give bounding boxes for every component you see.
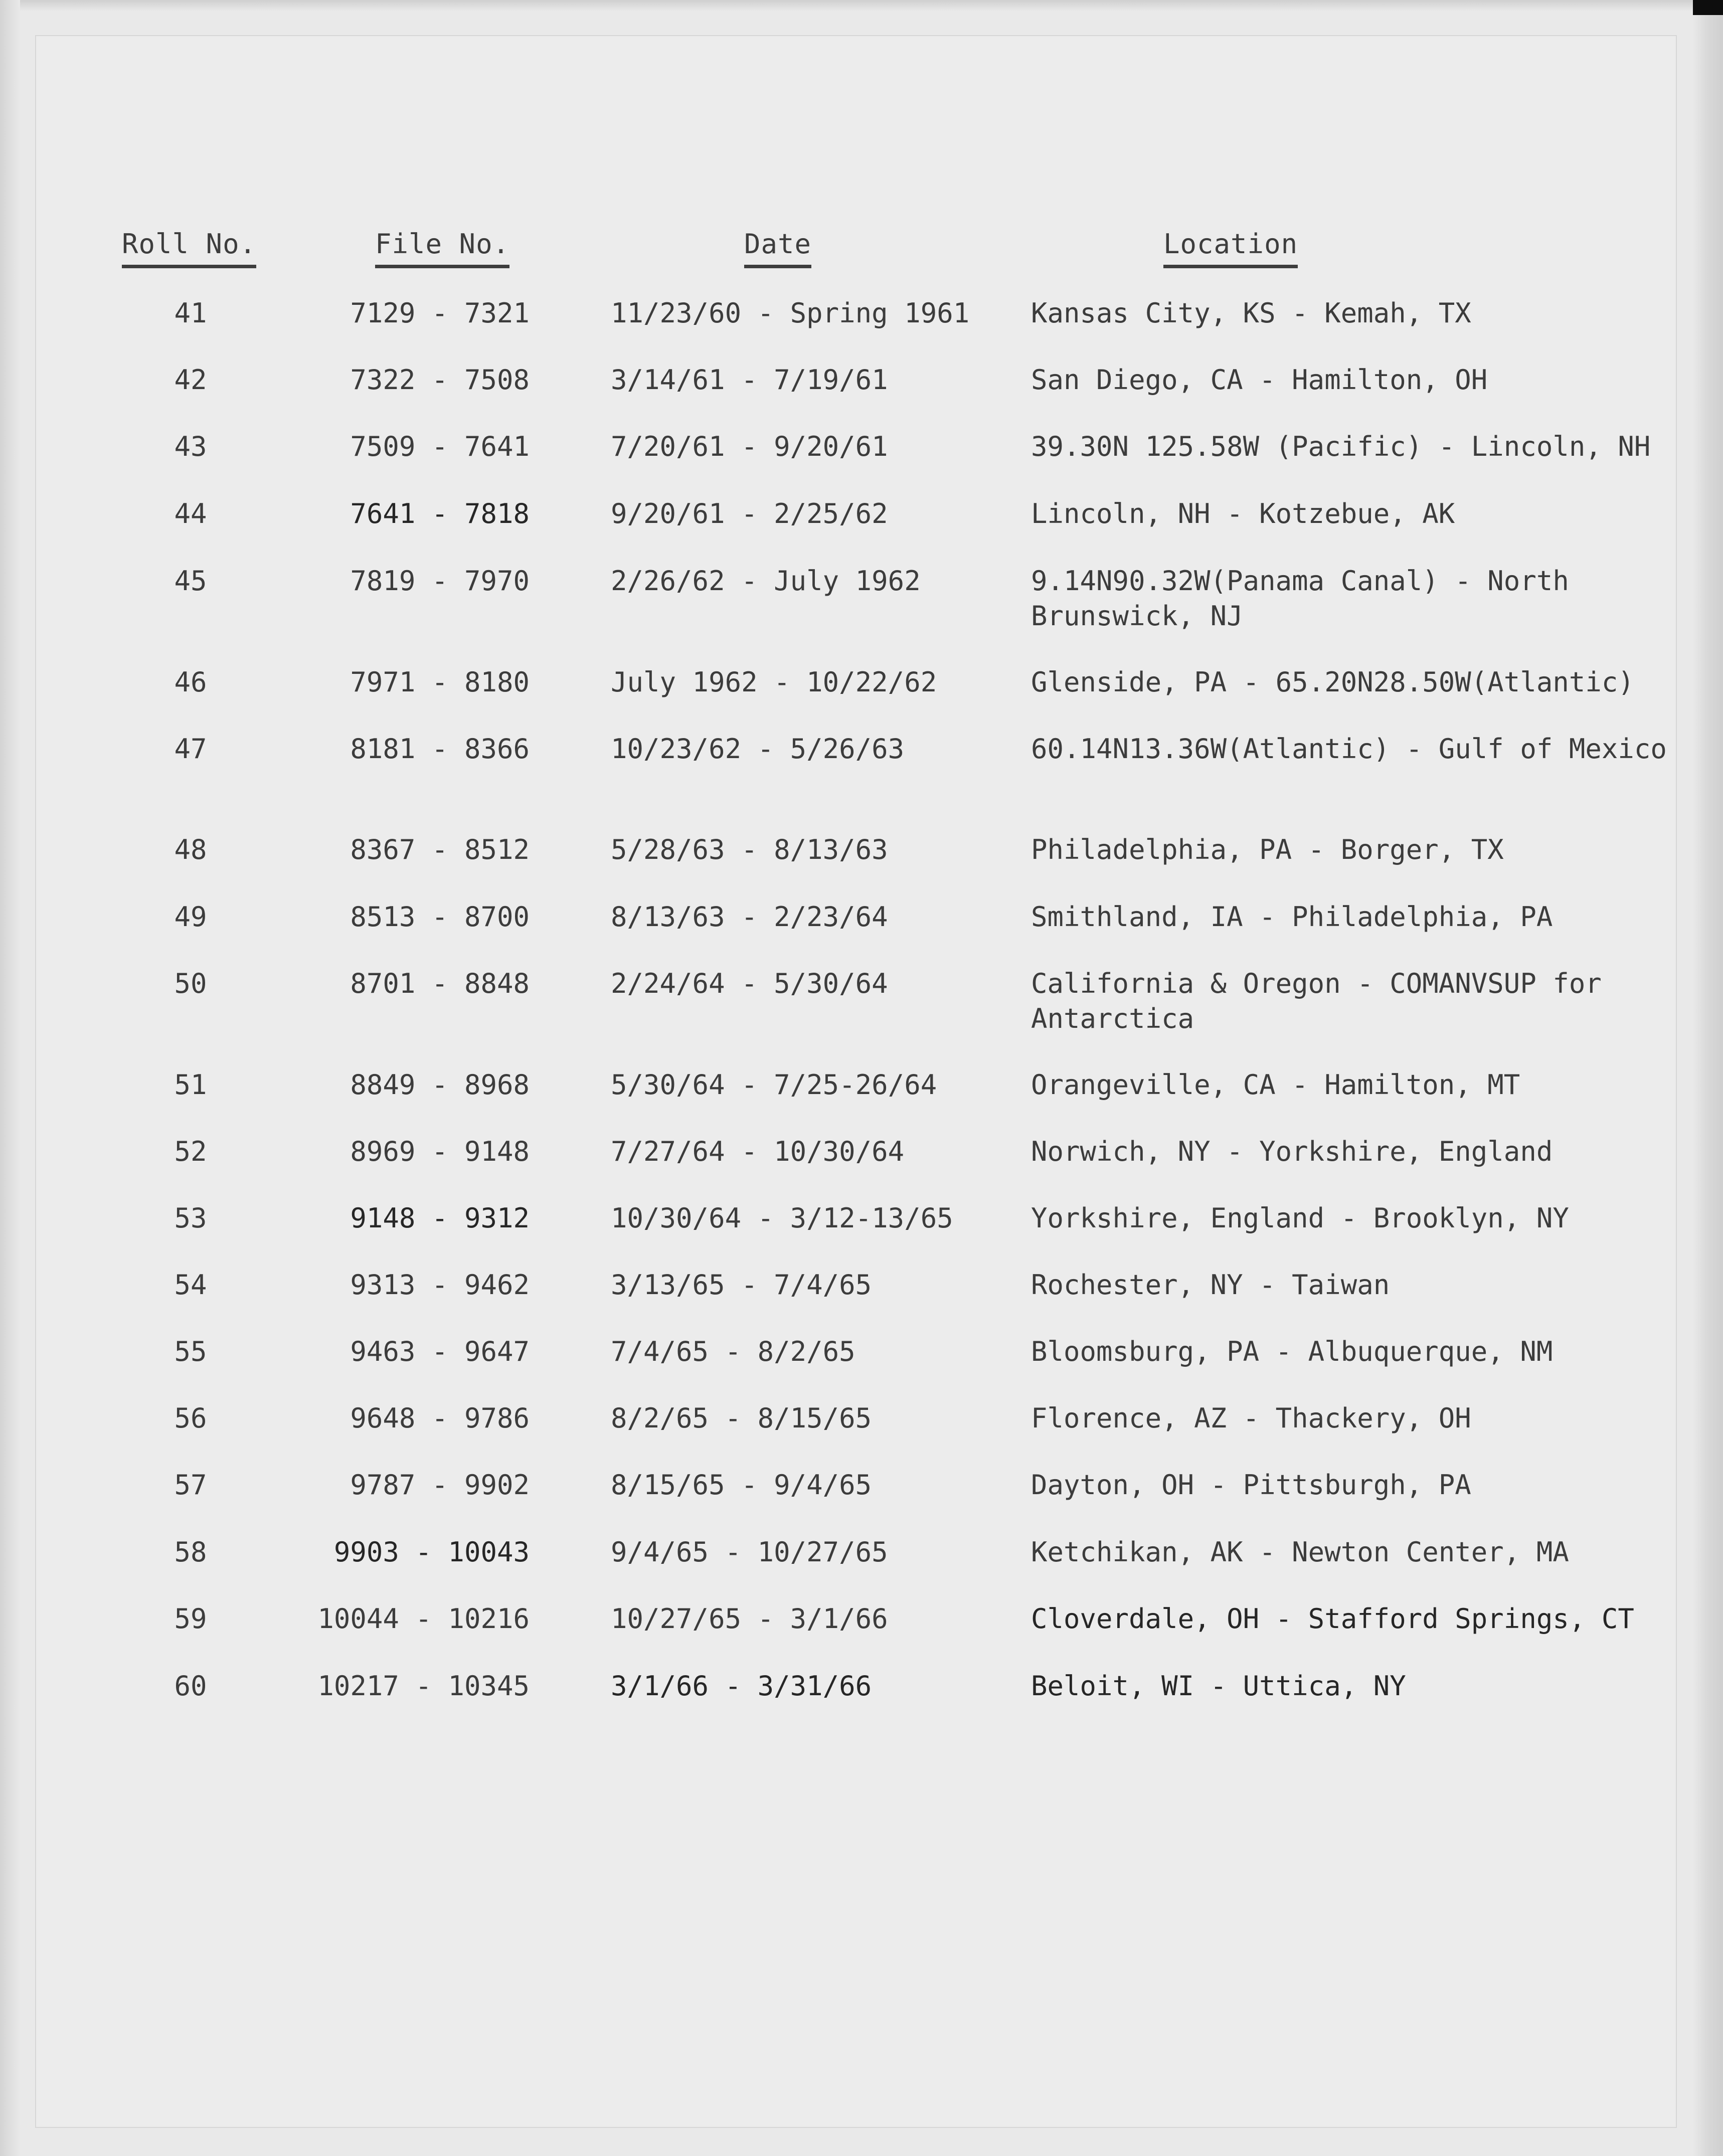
file-range: 8513 - 8700 [350, 901, 530, 933]
date-range: 10/27/65 - 3/1/66 [611, 1603, 888, 1635]
location: Beloit, WI - Uttica, NY [1031, 1670, 1406, 1702]
date-range: 8/13/63 - 2/23/64 [611, 901, 888, 933]
location: Lincoln, NH - Kotzebue, AK [1031, 498, 1455, 529]
date-range: 7/4/65 - 8/2/65 [611, 1336, 855, 1367]
roll-number: 43 [174, 431, 207, 462]
date-range: 5/28/63 - 8/13/63 [611, 834, 888, 865]
location: Rochester, NY - Taiwan [1031, 1269, 1390, 1301]
file-range: 9648 - 9786 [350, 1402, 530, 1434]
roll-number: 59 [174, 1603, 207, 1635]
date-range: 7/20/61 - 9/20/61 [611, 431, 888, 462]
date-range: 9/4/65 - 10/27/65 [611, 1536, 888, 1568]
header-location: Location [1163, 228, 1298, 268]
file-range: 7129 - 7321 [350, 297, 530, 329]
roll-number: 41 [174, 297, 207, 329]
location: Yorkshire, England - Brooklyn, NY [1031, 1202, 1569, 1234]
roll-number: 42 [174, 364, 207, 396]
header-roll-no: Roll No. [122, 228, 256, 268]
location: Glenside, PA - 65.20N28.50W(Atlantic) [1031, 666, 1634, 698]
file-range: 8367 - 8512 [350, 834, 530, 865]
location: Cloverdale, OH - Stafford Springs, CT [1031, 1603, 1634, 1635]
roll-number: 54 [174, 1269, 207, 1301]
file-range: 7819 - 7970 [350, 565, 530, 597]
date-range: 2/24/64 - 5/30/64 [611, 968, 888, 999]
roll-number: 55 [174, 1336, 207, 1367]
file-range: 10217 - 10345 [317, 1670, 530, 1702]
file-range: 7641 - 7818 [350, 498, 530, 529]
file-range: 10044 - 10216 [317, 1603, 530, 1635]
date-range: 3/13/65 - 7/4/65 [611, 1269, 872, 1301]
location: Smithland, IA - Philadelphia, PA [1031, 901, 1553, 933]
roll-number: 48 [174, 834, 207, 865]
date-range: 8/2/65 - 8/15/65 [611, 1402, 872, 1434]
file-range: 7971 - 8180 [350, 666, 530, 698]
file-range: 9787 - 9902 [350, 1469, 530, 1501]
date-range: 10/23/62 - 5/26/63 [611, 733, 905, 765]
date-range: 2/26/62 - July 1962 [611, 565, 921, 597]
date-range: 10/30/64 - 3/12-13/65 [611, 1202, 953, 1234]
date-range: 3/14/61 - 7/19/61 [611, 364, 888, 396]
roll-number: 58 [174, 1536, 207, 1568]
location: Ketchikan, AK - Newton Center, MA [1031, 1536, 1569, 1568]
file-range: 8849 - 8968 [350, 1069, 530, 1101]
location: San Diego, CA - Hamilton, OH [1031, 364, 1488, 396]
date-range: 9/20/61 - 2/25/62 [611, 498, 888, 529]
roll-number: 60 [174, 1670, 207, 1702]
location: Philadelphia, PA - Borger, TX [1031, 834, 1504, 865]
date-range: 8/15/65 - 9/4/65 [611, 1469, 872, 1501]
roll-number: 47 [174, 733, 207, 765]
roll-number: 57 [174, 1469, 207, 1501]
roll-number: 50 [174, 968, 207, 999]
roll-number: 45 [174, 565, 207, 597]
roll-number: 53 [174, 1202, 207, 1234]
location: Florence, AZ - Thackery, OH [1031, 1402, 1471, 1434]
date-range: 7/27/64 - 10/30/64 [611, 1136, 905, 1167]
file-range: 9313 - 9462 [350, 1269, 530, 1301]
header-file-no: File No. [375, 228, 509, 268]
file-range: 9903 - 10043 [333, 1536, 530, 1568]
location: Norwich, NY - Yorkshire, England [1031, 1136, 1553, 1167]
date-range: 3/1/66 - 3/31/66 [611, 1670, 872, 1702]
roll-number: 56 [174, 1402, 207, 1434]
date-range: 5/30/64 - 7/25-26/64 [611, 1069, 937, 1101]
file-range: 8969 - 9148 [350, 1136, 530, 1167]
date-range: July 1962 - 10/22/62 [611, 666, 937, 698]
roll-number: 44 [174, 498, 207, 529]
location: 39.30N 125.58W (Pacific) - Lincoln, NH [1031, 431, 1651, 462]
location: Kansas City, KS - Kemah, TX [1031, 297, 1471, 329]
file-range: 9148 - 9312 [350, 1202, 530, 1234]
roll-number: 52 [174, 1136, 207, 1167]
file-range: 7509 - 7641 [350, 431, 530, 462]
roll-number: 49 [174, 901, 207, 933]
location: California & Oregon - COMANVSUP for Antarctica [1031, 968, 1602, 1034]
roll-number: 46 [174, 666, 207, 698]
file-range: 8701 - 8848 [350, 968, 530, 999]
location: 9.14N90.32W(Panama Canal) - North Brunswick, NJ [1031, 565, 1569, 632]
location: Orangeville, CA - Hamilton, MT [1031, 1069, 1520, 1101]
file-range: 8181 - 8366 [350, 733, 530, 765]
location: 60.14N13.36W(Atlantic) - Gulf of Mexico [1031, 733, 1667, 765]
file-range: 7322 - 7508 [350, 364, 530, 396]
file-range: 9463 - 9647 [350, 1336, 530, 1367]
location: Bloomsburg, PA - Albuquerque, NM [1031, 1336, 1553, 1367]
roll-number: 51 [174, 1069, 207, 1101]
location: Dayton, OH - Pittsburgh, PA [1031, 1469, 1471, 1501]
date-range: 11/23/60 - Spring 1961 [611, 297, 970, 329]
header-date: Date [744, 228, 811, 268]
